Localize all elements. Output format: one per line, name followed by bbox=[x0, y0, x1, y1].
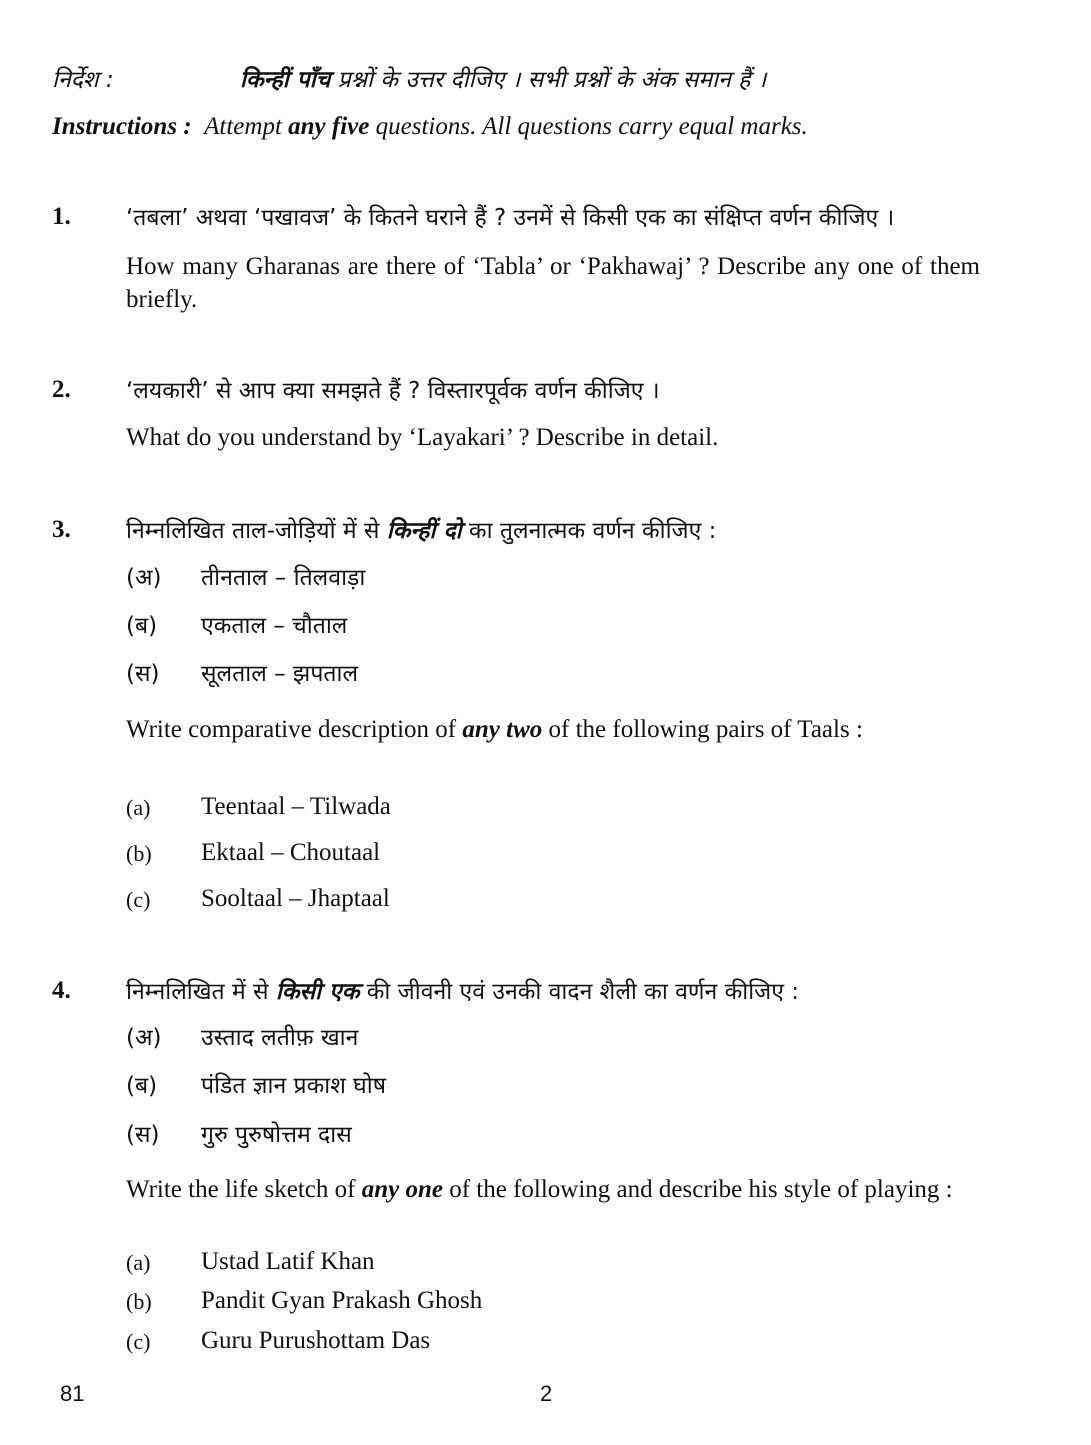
q4-hindi-pre: निम्नलिखित में से bbox=[126, 979, 276, 1005]
q3-english-option-text: Ektaal – Choutaal bbox=[201, 839, 381, 866]
hindi-instructions-body: प्रश्नों के उत्तर दीजिए । सभी प्रश्नों के अंक समान हैं । bbox=[330, 67, 767, 93]
q4-english-option-text: Ustad Latif Khan bbox=[201, 1248, 375, 1275]
q2-hindi: ‘लयकारी’ से आप क्या समझते हैं ? विस्तारपूर्वक वर्णन कीजिए । bbox=[126, 378, 660, 404]
q4-hindi-post: की जीवनी एवं उनकी वादन शैली का वर्णन कीजिए : bbox=[359, 979, 800, 1005]
q3-hindi bbox=[126, 513, 716, 545]
q4-hindi-option-text: उस्ताद लतीफ़ खान bbox=[201, 1025, 359, 1051]
q3-hindi-option-label: (अ) bbox=[126, 565, 162, 591]
page-number: 2 bbox=[540, 1381, 553, 1406]
q3-english-emphasis: any two bbox=[462, 716, 543, 743]
q4-hindi-emphasis: किसी एक bbox=[275, 979, 360, 1005]
q4-english-option-label: (b) bbox=[126, 1289, 152, 1314]
q4-english-option-label: (a) bbox=[126, 1250, 151, 1275]
q3-hindi-option-label: (स) bbox=[126, 661, 160, 687]
q3-english bbox=[126, 713, 980, 746]
q4-hindi-option-text: गुरु पुरुषोत्तम दास bbox=[201, 1122, 352, 1148]
q3-hindi-option-text: एकताल – चौताल bbox=[201, 613, 348, 639]
hindi-instructions-emphasis: किन्हीं पाँच bbox=[240, 67, 331, 93]
q3-hindi-post: का तुलनात्मक वर्णन कीजिए : bbox=[461, 518, 717, 544]
q4-number: 4. bbox=[52, 977, 71, 1004]
q4-hindi-option-label: (अ) bbox=[126, 1025, 162, 1051]
q3-english-option-text: Teentaal – Tilwada bbox=[201, 793, 391, 820]
q3-hindi-option-text: सूलताल – झपताल bbox=[201, 661, 359, 687]
q3-english-option-text: Sooltaal – Jhaptaal bbox=[201, 885, 390, 912]
q3-english-option-label: (b) bbox=[126, 841, 152, 866]
q1-english: How many Gharanas are there of ‘Tabla’ or ‘Pakhawaj’ ? Describe any one of them briefly. bbox=[126, 253, 980, 313]
q2-english: What do you understand by ‘Layakari’ ? Describe in detail. bbox=[126, 424, 719, 451]
q3-hindi-emphasis: किन्हीं दो bbox=[386, 518, 462, 544]
q4-english-option-text: Pandit Gyan Prakash Ghosh bbox=[201, 1287, 483, 1314]
english-instructions-label: Instructions : bbox=[52, 113, 192, 140]
q4-english-option-label: (c) bbox=[126, 1329, 151, 1354]
q3-english-pre: Write comparative description of bbox=[126, 716, 463, 743]
paper-code: 81 bbox=[60, 1381, 85, 1406]
q3-english-post: of the following pairs of Taals : bbox=[542, 716, 863, 743]
english-instructions-emphasis: any five bbox=[288, 113, 370, 140]
q2-number: 2. bbox=[52, 376, 71, 403]
q4-english-emphasis: any one bbox=[361, 1176, 443, 1203]
q3-hindi-option-label: (ब) bbox=[126, 613, 158, 639]
q4-english-pre: Write the life sketch of bbox=[126, 1176, 362, 1203]
english-instructions bbox=[52, 113, 808, 141]
q4-english-post: of the following and describe his style of playing : bbox=[442, 1176, 953, 1203]
english-instructions-post: questions. All questions carry equal marks. bbox=[369, 113, 808, 140]
hindi-instructions-text bbox=[240, 62, 766, 94]
q3-number: 3. bbox=[52, 516, 71, 543]
q3-english-option-label: (c) bbox=[126, 887, 151, 912]
q4-hindi bbox=[126, 974, 799, 1006]
q4-hindi-option-label: (स) bbox=[126, 1122, 160, 1148]
q3-hindi-option-text: तीनताल – तिलवाड़ा bbox=[201, 565, 366, 591]
q4-hindi-option-text: पंडित ज्ञान प्रकाश घोष bbox=[201, 1073, 387, 1099]
q4-hindi-option-label: (ब) bbox=[126, 1073, 158, 1099]
q4-english-option-text: Guru Purushottam Das bbox=[201, 1327, 431, 1354]
q1-hindi: ‘तबला’ अथवा ‘पखावज’ के कितने घराने हैं ? उनमें से किसी एक का संक्षिप्त वर्णन कीजिए । bbox=[126, 205, 895, 231]
q3-hindi-pre: निम्नलिखित ताल-जोड़ियों में से bbox=[126, 518, 387, 544]
english-instructions-pre: Attempt bbox=[204, 113, 289, 140]
q4-english bbox=[126, 1173, 980, 1206]
q1-number: 1. bbox=[52, 203, 71, 230]
hindi-instructions-label: निर्देश : bbox=[52, 67, 114, 93]
q3-english-option-label: (a) bbox=[126, 795, 151, 820]
